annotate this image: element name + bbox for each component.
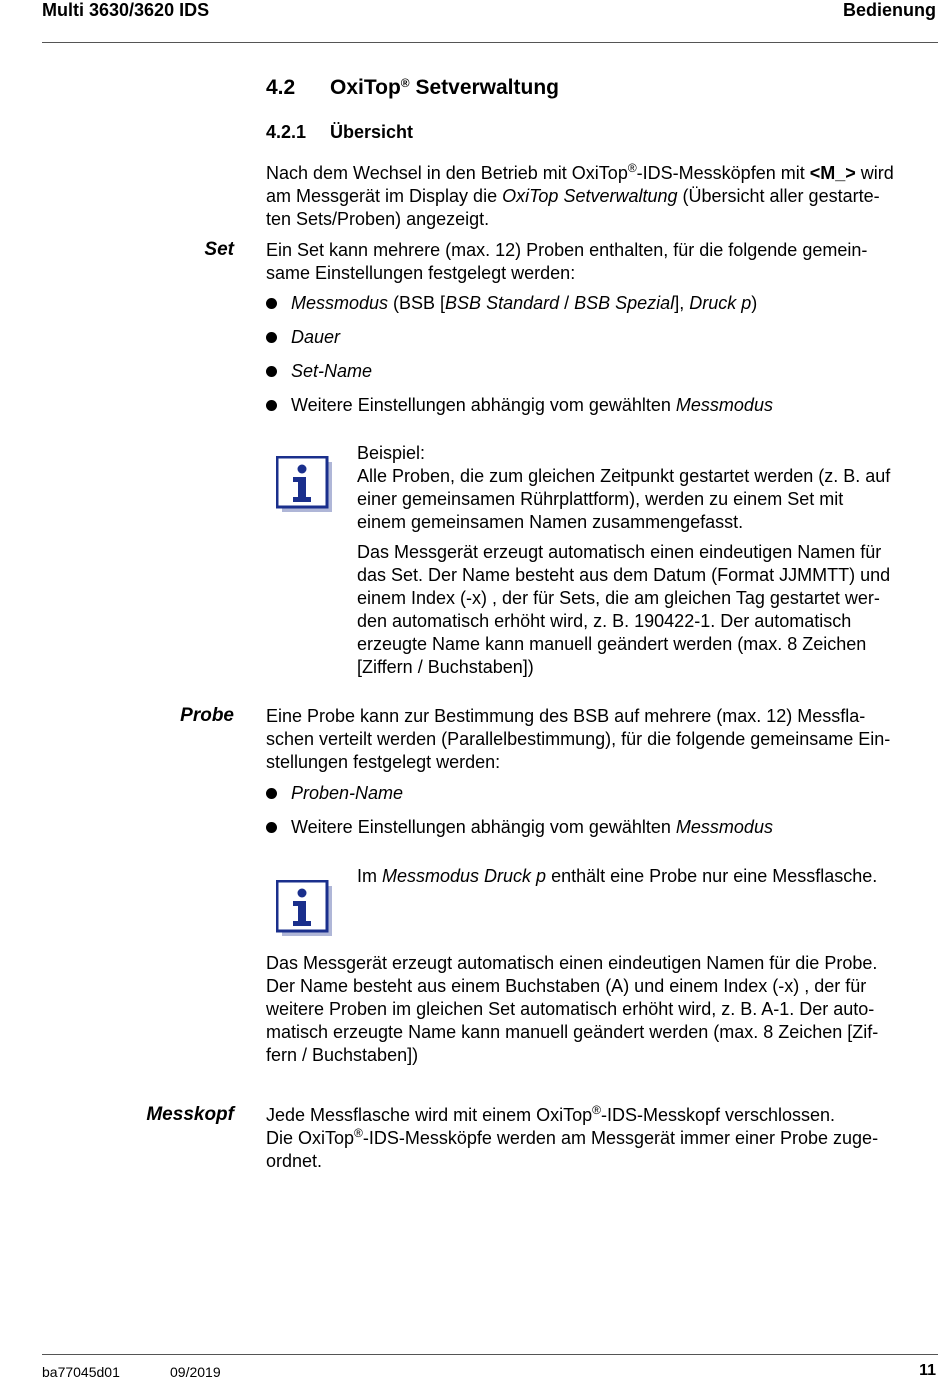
bullet-dot [266,332,277,343]
page-number: 11 [919,1362,936,1379]
footer-rule [42,1354,938,1355]
bullet-dot [266,298,277,309]
note-example: Beispiel: Alle Proben, die zum gleichen Zeitpunkt gestartet werden (z. B. auf einer gemeinsamen Rührplattform), werden zu einem Set mit einem gemeinsamen Namen zusammengefasst. Das Messgerät erzeugt automatisch einen eindeutigen Namen für das Set. Der Name besteht aus dem Datum (Format JJMMTT) und einem Index (-x) , der für Sets, die am gleichen Tag gestartet wer- den automatisch erhöht wird, z. B. 190422-1. Der automatisch erzeugte Name kann manuell geändert werden (max. 8 Zeichen [Ziffern / Buchstaben]) [357,443,891,677]
bullet-dot [266,400,277,411]
info-icon [276,880,332,936]
bullet-dot [266,788,277,799]
probe-name-paragraph: Das Messgerät erzeugt automatisch einen eindeutigen Namen für die Probe. Der Name besteht aus einem Buchstaben (A) und einem Index (-x) , der für weitere Proben im gleichen Set automatisch erhöht wird, z. B. A-1. Der auto- matisch erzeugte Name kann manuell geändert werden (max. 8 Zeichen [Zif- fern / Buchstaben]) [266,953,879,1065]
header-section: Bedienung [843,0,936,20]
probe-paragraph: Eine Probe kann zur Bestimmung des BSB auf mehrere (max. 12) Messfla- schen verteilt werden (Parallelbestimmung), für die folgende gemeinsame Ein- stellungen festgelegt werden: [266,706,891,772]
set-paragraph: Ein Set kann mehrere (max. 12) Proben enthalten, für die folgende gemein- same Einstellungen festgelegt werden: [266,240,868,283]
note-druck: Im Messmodus Druck p enthält eine Probe nur eine Messflasche. [357,866,878,886]
section-number: 4.2 [266,76,296,99]
bullet-dot [266,366,277,377]
messkopf-paragraph: Jede Messflasche wird mit einem OxiTop®-IDS-Messkopf verschlossen. Die OxiTop®-IDS-Messköpfe werden am Messgerät immer einer Probe zuge- ordnet. [266,1103,879,1171]
side-label-messkopf: Messkopf [146,1104,234,1125]
subsection-title: Übersicht [330,122,414,142]
footer-date: 09/2019 [170,1364,221,1380]
header-title: Multi 3630/3620 IDS [42,0,210,20]
intro-paragraph: Nach dem Wechsel in den Betrieb mit OxiTop®-IDS-Messköpfen mit <M_> wird am Messgerät im Display die OxiTop Setverwaltung (Übersicht aller gestarte- ten Sets/Proben) angezeigt. [266,161,894,229]
side-label-set: Set [204,239,234,260]
section-title: OxiTop® Setverwaltung [330,76,559,99]
bullet-dot [266,822,277,833]
side-label-probe: Probe [180,705,234,726]
footer-doc-id: ba77045d01 [42,1364,120,1380]
info-icon [276,456,332,512]
header-rule [42,42,938,43]
subsection-number: 4.2.1 [266,122,307,142]
